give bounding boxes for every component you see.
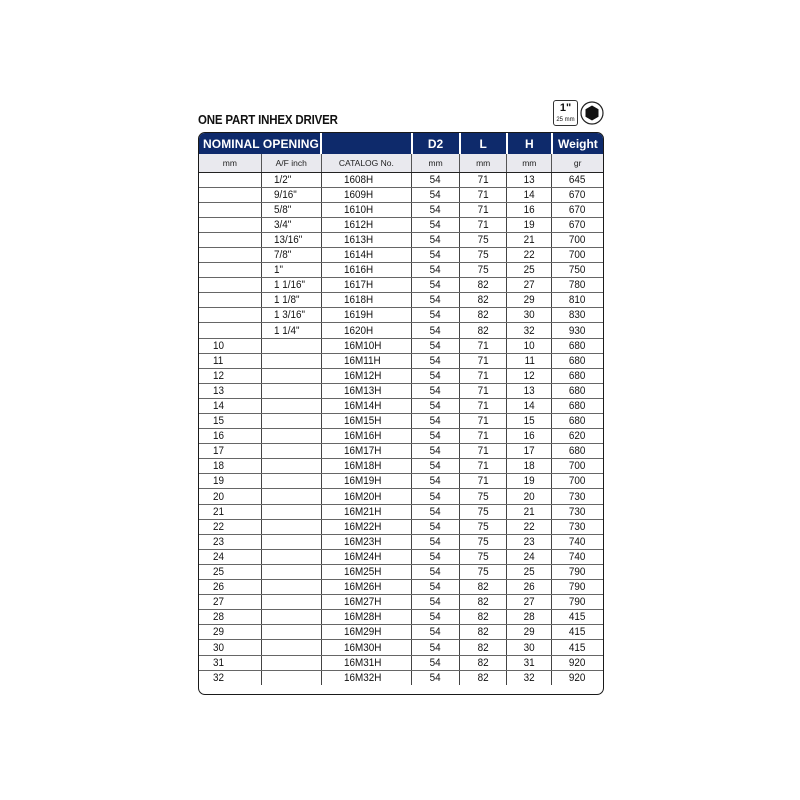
cell-catalog: 1608H — [321, 172, 411, 187]
cell-l: 75 — [460, 534, 507, 549]
cell-mm — [199, 263, 261, 278]
cell-weight: 680 — [552, 353, 603, 368]
cell-af-inch — [261, 564, 321, 579]
table-row — [199, 232, 603, 247]
cell-weight: 780 — [552, 278, 603, 293]
cell-af-inch — [261, 580, 321, 595]
cell-mm: 15 — [199, 414, 261, 429]
cell-af-inch — [261, 534, 321, 549]
header-row — [199, 133, 603, 154]
cell-d2: 54 — [412, 368, 460, 383]
cell-h: 23 — [507, 534, 552, 549]
cell-d2: 54 — [412, 353, 460, 368]
cell-mm — [199, 293, 261, 308]
cell-d2: 54 — [412, 429, 460, 444]
cell-af-inch — [261, 414, 321, 429]
cell-mm: 25 — [199, 564, 261, 579]
cell-af-inch — [261, 338, 321, 353]
cell-l: 71 — [460, 444, 507, 459]
cell-h: 22 — [507, 519, 552, 534]
cell-catalog: 16M32H — [321, 670, 411, 685]
cell-catalog: 16M16H — [321, 429, 411, 444]
table-row — [199, 504, 603, 519]
cell-d2: 54 — [412, 519, 460, 534]
cell-af-inch — [261, 489, 321, 504]
cell-h: 21 — [507, 232, 552, 247]
cell-mm: 24 — [199, 549, 261, 564]
cell-mm — [199, 217, 261, 232]
cell-h: 17 — [507, 444, 552, 459]
cell-catalog: 16M14H — [321, 398, 411, 413]
table-row — [199, 459, 603, 474]
cell-weight: 920 — [569, 672, 586, 685]
cell-l: 71 — [460, 368, 507, 383]
table-row — [199, 293, 603, 308]
cell-l: 71 — [460, 414, 507, 429]
subheader-catalog: CATALOG No. — [321, 154, 411, 172]
cell-h: 24 — [507, 549, 552, 564]
cell-d2: 54 — [412, 610, 460, 625]
cell-weight: 670 — [552, 187, 603, 202]
cell-af-inch — [261, 474, 321, 489]
cell-af-inch — [261, 519, 321, 534]
cell-weight: 670 — [552, 217, 603, 232]
cell-af-inch — [261, 655, 321, 670]
cell-af-inch: 1 3/16" — [261, 308, 321, 323]
cell-catalog: 16M28H — [321, 610, 411, 625]
cell-h: 22 — [507, 247, 552, 262]
table-row — [199, 172, 603, 187]
cell-h: 27 — [507, 595, 552, 610]
subheader-weight-unit: gr — [552, 154, 603, 172]
cell-l: 82 — [460, 670, 507, 685]
cell-catalog: 1613H — [321, 232, 411, 247]
cell-d2: 54 — [412, 655, 460, 670]
cell-catalog: 1620H — [321, 323, 411, 338]
cell-mm: 32 — [199, 670, 261, 685]
cell-h: 30 — [507, 308, 552, 323]
drive-size-badge — [553, 100, 578, 126]
cell-af-inch — [261, 549, 321, 564]
cell-catalog: 16M31H — [321, 655, 411, 670]
cell-mm — [199, 278, 261, 293]
table-row — [199, 247, 603, 262]
cell-catalog: 16M29H — [321, 625, 411, 640]
cell-mm: 21 — [199, 504, 261, 519]
cell-l: 75 — [460, 519, 507, 534]
cell-catalog: 1612H — [321, 217, 411, 232]
table-row — [199, 640, 603, 655]
cell-af-inch — [261, 610, 321, 625]
cell-d2: 54 — [412, 534, 460, 549]
table-row — [199, 549, 603, 564]
cell-weight: 680 — [552, 368, 603, 383]
cell-d2: 54 — [412, 308, 460, 323]
cell-h: 29 — [507, 293, 552, 308]
cell-catalog: 1614H — [321, 247, 411, 262]
cell-mm: 28 — [199, 610, 261, 625]
cell-catalog: 16M27H — [321, 595, 411, 610]
cell-h: 13 — [507, 172, 552, 187]
cell-weight: 415 — [552, 610, 603, 625]
cell-d2: 54 — [412, 444, 460, 459]
cell-mm: 12 — [199, 368, 261, 383]
table-row — [199, 519, 603, 534]
cell-l: 71 — [460, 202, 507, 217]
cell-d2: 54 — [412, 504, 460, 519]
header-weight: Weight — [552, 133, 603, 154]
cell-h: 18 — [507, 459, 552, 474]
cell-mm: 19 — [199, 474, 261, 489]
cell-weight: 790 — [552, 564, 603, 579]
cell-mm — [199, 323, 261, 338]
page-title: ONE PART INHEX DRIVER — [198, 113, 338, 127]
cell-weight: 700 — [552, 232, 603, 247]
cell-d2: 54 — [412, 323, 460, 338]
cell-l: 75 — [460, 263, 507, 278]
cell-weight: 680 — [552, 444, 603, 459]
cell-d2: 54 — [412, 625, 460, 640]
cell-mm: 14 — [199, 398, 261, 413]
cell-weight: 790 — [552, 580, 603, 595]
header-blank — [321, 133, 411, 154]
cell-af-inch — [261, 368, 321, 383]
cell-catalog: 16M18H — [321, 459, 411, 474]
cell-d2: 54 — [412, 232, 460, 247]
cell-l: 71 — [460, 338, 507, 353]
table-row — [199, 655, 603, 670]
cell-l: 82 — [460, 625, 507, 640]
cell-af-inch — [261, 383, 321, 398]
table-row — [199, 187, 603, 202]
cell-catalog: 16M17H — [321, 444, 411, 459]
cell-af-inch: 5/8" — [261, 202, 321, 217]
cell-d2: 54 — [412, 414, 460, 429]
cell-d2: 54 — [412, 549, 460, 564]
cell-weight: 830 — [552, 308, 603, 323]
table-row — [199, 564, 603, 579]
cell-weight: 730 — [552, 519, 603, 534]
drive-size-inch: 1" — [559, 102, 572, 114]
cell-l: 71 — [460, 459, 507, 474]
cell-mm: 16 — [199, 429, 261, 444]
cell-d2: 54 — [412, 459, 460, 474]
table-row — [199, 625, 603, 640]
cell-d2: 54 — [412, 172, 460, 187]
cell-d2: 54 — [412, 474, 460, 489]
cell-d2: 54 — [412, 187, 460, 202]
cell-weight: 730 — [552, 504, 603, 519]
cell-d2: 54 — [412, 217, 460, 232]
cell-catalog: 1616H — [321, 263, 411, 278]
cell-af-inch — [261, 353, 321, 368]
table-row — [199, 474, 603, 489]
cell-catalog: 16M24H — [321, 549, 411, 564]
table-row — [199, 414, 603, 429]
cell-l: 75 — [460, 489, 507, 504]
cell-weight: 920 — [552, 655, 603, 670]
header-l: L — [460, 133, 507, 154]
table-row — [199, 670, 603, 685]
cell-weight: 415 — [552, 625, 603, 640]
cell-weight: 700 — [552, 247, 603, 262]
cell-l: 71 — [460, 217, 507, 232]
cell-weight: 740 — [552, 549, 603, 564]
cell-mm — [199, 247, 261, 262]
cell-d2: 54 — [412, 580, 460, 595]
cell-af-inch: 1 1/4" — [261, 323, 321, 338]
drive-size-metric: 25 mm — [556, 117, 575, 123]
cell-l: 82 — [460, 580, 507, 595]
cell-catalog: 16M26H — [321, 580, 411, 595]
subheader-l-unit: mm — [460, 154, 507, 172]
header-h: H — [507, 133, 552, 154]
cell-mm: 29 — [199, 625, 261, 640]
cell-weight: 790 — [552, 595, 603, 610]
cell-weight: 740 — [552, 534, 603, 549]
cell-mm — [199, 308, 261, 323]
cell-h: 20 — [507, 489, 552, 504]
cell-h: 10 — [507, 338, 552, 353]
cell-weight: 645 — [552, 172, 603, 187]
cell-mm — [199, 202, 261, 217]
cell-weight: 700 — [552, 474, 603, 489]
cell-l: 75 — [460, 232, 507, 247]
cell-l: 71 — [460, 172, 507, 187]
cell-catalog: 16M25H — [321, 564, 411, 579]
cell-h: 15 — [507, 414, 552, 429]
cell-h: 29 — [507, 625, 552, 640]
cell-mm: 23 — [199, 534, 261, 549]
cell-l: 75 — [460, 564, 507, 579]
cell-catalog: 16M15H — [321, 414, 411, 429]
cell-catalog: 1609H — [321, 187, 411, 202]
cell-l: 82 — [460, 308, 507, 323]
cell-af-inch: 3/4" — [261, 217, 321, 232]
cell-weight: 415 — [552, 640, 603, 655]
table-row — [199, 308, 603, 323]
cell-mm: 26 — [199, 580, 261, 595]
cell-h: 32 — [507, 670, 552, 685]
table-body — [199, 172, 603, 685]
cell-af-inch: 7/8" — [261, 247, 321, 262]
cell-h: 25 — [507, 564, 552, 579]
cell-af-inch: 1" — [261, 263, 321, 278]
cell-catalog: 16M20H — [321, 489, 411, 504]
cell-af-inch — [261, 640, 321, 655]
cell-mm: 17 — [199, 444, 261, 459]
cell-af-inch: 1 1/16" — [261, 278, 321, 293]
cell-d2: 54 — [412, 278, 460, 293]
cell-l: 82 — [460, 640, 507, 655]
cell-h: 32 — [507, 323, 552, 338]
cell-af-inch: 1 1/8" — [261, 293, 321, 308]
cell-h: 26 — [507, 580, 552, 595]
cell-af-inch — [261, 398, 321, 413]
cell-weight: 680 — [552, 398, 603, 413]
cell-mm: 13 — [199, 383, 261, 398]
table-row — [199, 429, 603, 444]
cell-af-inch — [261, 504, 321, 519]
hexagon-icon — [580, 101, 604, 125]
cell-mm: 31 — [199, 655, 261, 670]
table-row — [199, 444, 603, 459]
cell-mm: 18 — [199, 459, 261, 474]
cell-catalog: 16M11H — [321, 353, 411, 368]
cell-catalog: 16M13H — [321, 383, 411, 398]
table-row — [199, 217, 603, 232]
subheader-d2-unit: mm — [412, 154, 460, 172]
cell-l: 75 — [460, 504, 507, 519]
table-row — [199, 368, 603, 383]
subheader-mm: mm — [199, 154, 261, 172]
cell-weight: 680 — [552, 414, 603, 429]
table-row — [199, 534, 603, 549]
cell-mm: 20 — [199, 489, 261, 504]
table-row — [199, 263, 603, 278]
cell-d2: 54 — [412, 263, 460, 278]
cell-h: 16 — [507, 202, 552, 217]
cell-catalog: 16M21H — [321, 504, 411, 519]
cell-weight: 680 — [552, 338, 603, 353]
cell-l: 82 — [460, 323, 507, 338]
cell-weight: 700 — [552, 459, 603, 474]
header-d2: D2 — [412, 133, 460, 154]
cell-catalog: 16M30H — [321, 640, 411, 655]
cell-af-inch — [261, 595, 321, 610]
spec-table — [198, 132, 604, 695]
cell-catalog: 16M22H — [321, 519, 411, 534]
table-row — [199, 202, 603, 217]
cell-d2: 54 — [412, 202, 460, 217]
cell-af-inch — [261, 670, 321, 685]
cell-af-inch: 1/2" — [261, 172, 321, 187]
cell-catalog: 16M19H — [321, 474, 411, 489]
cell-l: 75 — [460, 247, 507, 262]
cell-h: 16 — [507, 429, 552, 444]
table-row — [199, 595, 603, 610]
cell-mm — [199, 172, 261, 187]
cell-weight: 730 — [552, 489, 603, 504]
cell-mm: 30 — [199, 640, 261, 655]
cell-l: 71 — [460, 474, 507, 489]
cell-l: 71 — [460, 353, 507, 368]
cell-h: 12 — [507, 368, 552, 383]
cell-catalog: 1610H — [321, 202, 411, 217]
table-row — [199, 580, 603, 595]
cell-h: 19 — [507, 474, 552, 489]
cell-h: 11 — [507, 353, 552, 368]
cell-l: 82 — [460, 655, 507, 670]
cell-l: 82 — [460, 293, 507, 308]
table-row — [199, 610, 603, 625]
cell-weight: 810 — [552, 293, 603, 308]
cell-d2: 54 — [412, 247, 460, 262]
table-row — [199, 338, 603, 353]
cell-catalog: 1618H — [321, 293, 411, 308]
cell-d2: 54 — [412, 670, 460, 685]
cell-d2: 54 — [412, 564, 460, 579]
cell-af-inch: 9/16" — [261, 187, 321, 202]
cell-h: 25 — [507, 263, 552, 278]
cell-weight: 750 — [552, 263, 603, 278]
cell-weight: 620 — [552, 429, 603, 444]
cell-l: 71 — [460, 398, 507, 413]
cell-weight: 670 — [552, 202, 603, 217]
cell-h: 31 — [507, 655, 552, 670]
cell-l: 82 — [460, 278, 507, 293]
cell-h: 21 — [507, 504, 552, 519]
cell-h: 14 — [507, 187, 552, 202]
cell-h: 14 — [507, 398, 552, 413]
cell-mm: 27 — [199, 595, 261, 610]
table-row — [199, 383, 603, 398]
cell-d2: 54 — [412, 595, 460, 610]
cell-d2: 54 — [412, 383, 460, 398]
cell-mm: 22 — [199, 519, 261, 534]
subheader-af-inch: A/F inch — [261, 154, 321, 172]
cell-d2: 54 — [412, 398, 460, 413]
cell-l: 71 — [460, 383, 507, 398]
cell-mm: 10 — [199, 338, 261, 353]
cell-d2: 54 — [412, 293, 460, 308]
cell-d2: 54 — [412, 640, 460, 655]
cell-l: 71 — [460, 429, 507, 444]
cell-h: 28 — [507, 610, 552, 625]
cell-af-inch — [261, 459, 321, 474]
cell-h: 27 — [507, 278, 552, 293]
cell-af-inch — [261, 444, 321, 459]
subheader-h-unit: mm — [507, 154, 552, 172]
cell-mm — [199, 232, 261, 247]
table-row — [199, 398, 603, 413]
cell-d2: 54 — [412, 489, 460, 504]
table-row — [199, 489, 603, 504]
header-nominal-opening: NOMINAL OPENING — [199, 133, 321, 154]
cell-catalog: 1617H — [321, 278, 411, 293]
cell-h: 30 — [507, 640, 552, 655]
cell-catalog: 16M12H — [321, 368, 411, 383]
cell-h: 13 — [507, 383, 552, 398]
cell-l: 82 — [460, 610, 507, 625]
cell-mm — [199, 187, 261, 202]
cell-af-inch: 13/16" — [261, 232, 321, 247]
cell-catalog: 1619H — [321, 308, 411, 323]
cell-catalog: 16M10H — [321, 338, 411, 353]
cell-l: 82 — [460, 595, 507, 610]
table-row — [199, 353, 603, 368]
cell-af-inch — [261, 429, 321, 444]
cell-weight: 680 — [552, 383, 603, 398]
cell-l: 75 — [460, 549, 507, 564]
cell-mm: 11 — [199, 353, 261, 368]
table-row — [199, 323, 603, 338]
spec-table-grid — [199, 133, 603, 685]
subheader-row — [199, 154, 603, 172]
cell-catalog: 16M23H — [321, 534, 411, 549]
cell-weight: 930 — [552, 323, 603, 338]
cell-d2: 54 — [412, 338, 460, 353]
cell-h: 19 — [507, 217, 552, 232]
table-row — [199, 278, 603, 293]
cell-l: 71 — [460, 187, 507, 202]
cell-af-inch — [261, 625, 321, 640]
